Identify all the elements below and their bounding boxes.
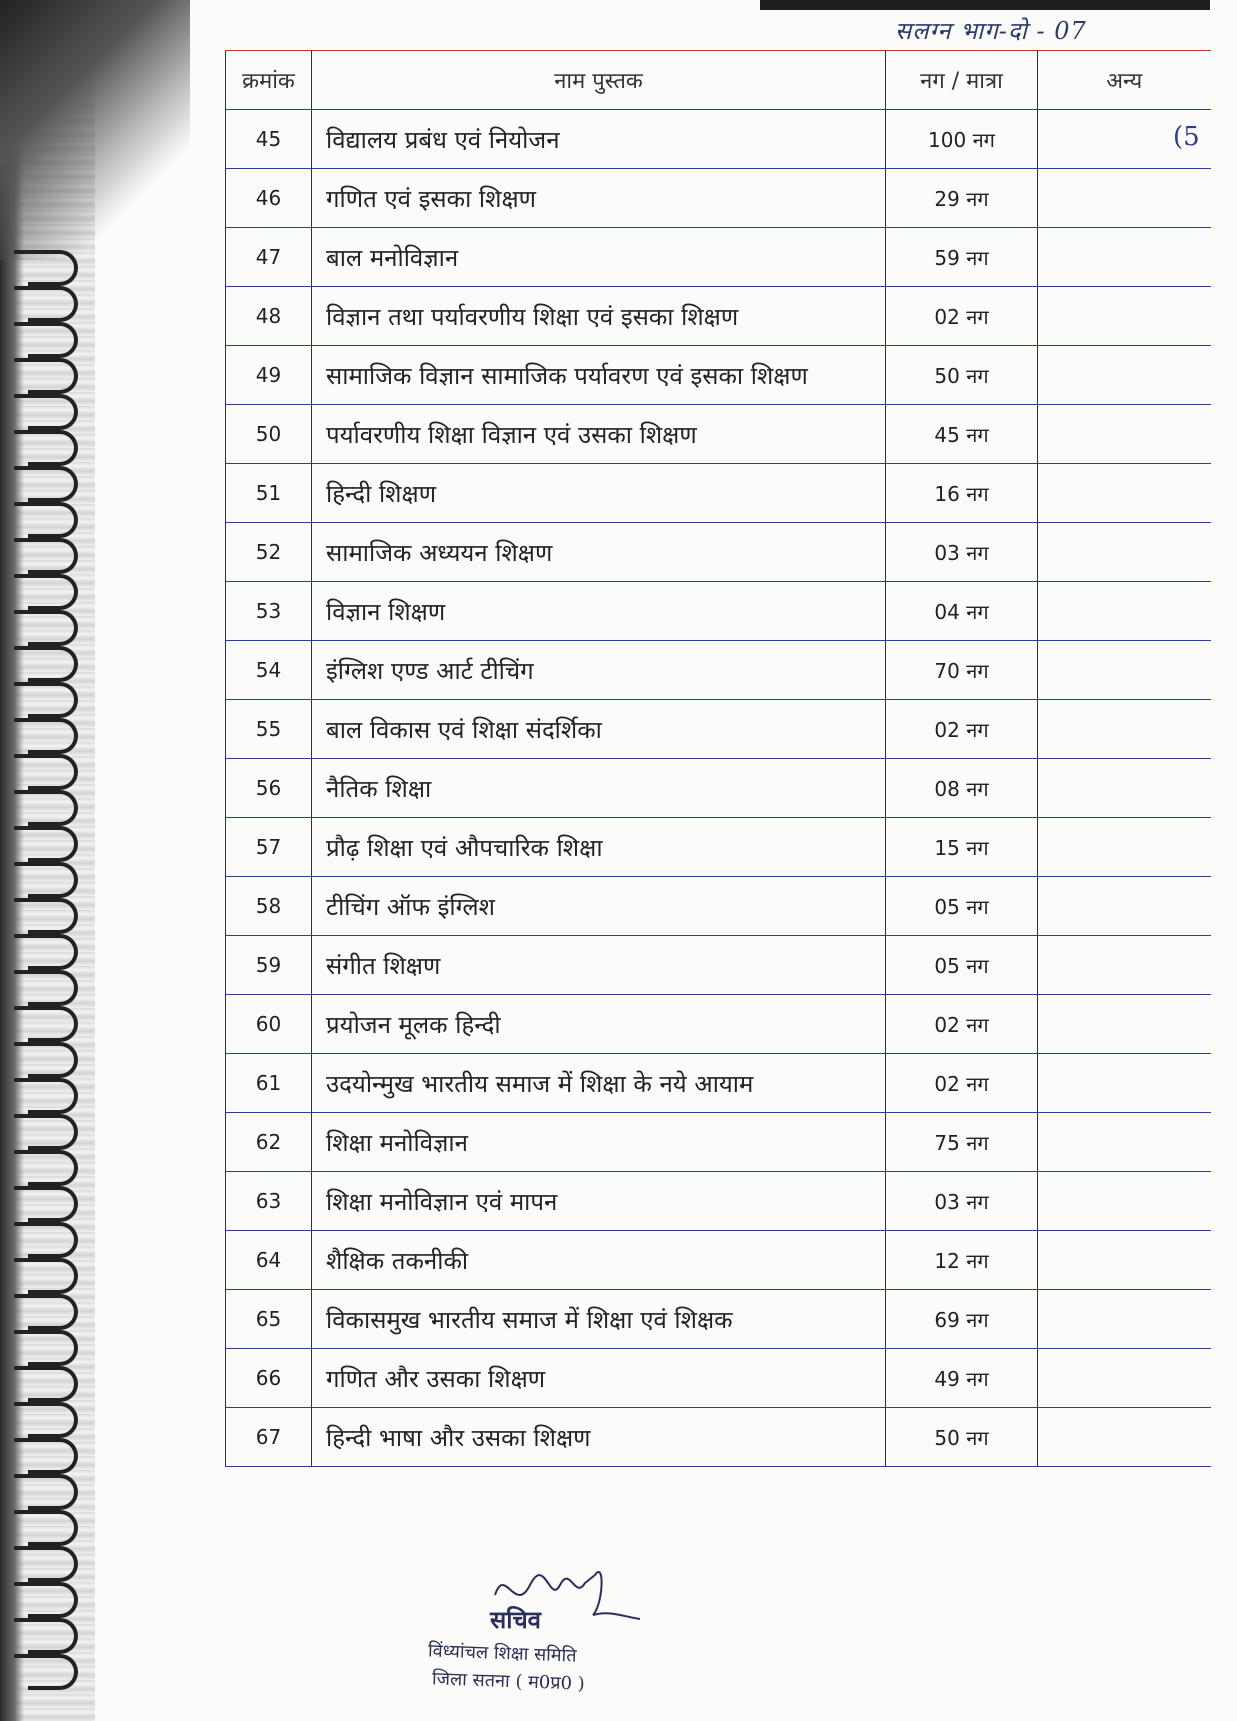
header-serial: क्रमांक — [226, 51, 312, 110]
table-row — [226, 405, 1211, 464]
signatory-address: जिला सतना ( म0प्र0 ) — [431, 1668, 586, 1695]
row-quantity: 02 नग — [886, 287, 1038, 346]
row-other — [1038, 818, 1211, 877]
spiral-coil — [28, 1150, 78, 1186]
spiral-coil — [28, 718, 78, 754]
table-row — [226, 700, 1211, 759]
table-row — [226, 523, 1211, 582]
row-book-name: पर्यावरणीय शिक्षा विज्ञान एवं उसका शिक्षण — [312, 405, 886, 464]
row-serial: 57 — [226, 818, 312, 877]
row-other — [1038, 759, 1211, 818]
row-book-name: प्रयोजन मूलक हिन्दी — [312, 995, 886, 1054]
row-other — [1038, 405, 1211, 464]
row-serial: 50 — [226, 405, 312, 464]
row-other — [1038, 1349, 1211, 1408]
row-other — [1038, 995, 1211, 1054]
row-book-name: गणित एवं इसका शिक्षण — [312, 169, 886, 228]
spiral-coil — [28, 1654, 78, 1690]
header-quantity: नग / मात्रा — [886, 51, 1038, 110]
row-quantity: 03 नग — [886, 523, 1038, 582]
row-serial: 64 — [226, 1231, 312, 1290]
row-book-name: गणित और उसका शिक्षण — [312, 1349, 886, 1408]
spiral-coil — [28, 250, 78, 286]
table-row — [226, 818, 1211, 877]
spiral-coil — [28, 1474, 78, 1510]
row-serial: 51 — [226, 464, 312, 523]
corner-shadow — [0, 0, 190, 260]
page-reference: सलग्न भाग-दो - 07 — [895, 17, 1087, 45]
spiral-coil — [28, 1546, 78, 1582]
header-book-name: नाम पुस्तक — [312, 51, 886, 110]
table-row — [226, 1172, 1211, 1231]
row-other — [1038, 228, 1211, 287]
signature-block — [420, 1555, 680, 1715]
spiral-coil — [28, 754, 78, 790]
row-serial: 60 — [226, 995, 312, 1054]
row-quantity: 02 नग — [886, 995, 1038, 1054]
table-row — [226, 1349, 1211, 1408]
table-row — [226, 936, 1211, 995]
margin-note: (5 — [1173, 122, 1200, 152]
spiral-coil — [28, 1330, 78, 1366]
book-inventory-table — [225, 50, 1211, 1467]
table-body — [226, 110, 1211, 1467]
table-row — [226, 1054, 1211, 1113]
row-serial: 56 — [226, 759, 312, 818]
row-quantity: 12 नग — [886, 1231, 1038, 1290]
row-book-name: बाल विकास एवं शिक्षा संदर्शिका — [312, 700, 886, 759]
table-row — [226, 1231, 1211, 1290]
row-serial: 52 — [226, 523, 312, 582]
row-book-name: नैतिक शिक्षा — [312, 759, 886, 818]
spiral-coil — [28, 646, 78, 682]
row-quantity: 49 नग — [886, 1349, 1038, 1408]
spiral-coil — [28, 1078, 78, 1114]
row-book-name: टीचिंग ऑफ इंग्लिश — [312, 877, 886, 936]
table-row — [226, 287, 1211, 346]
spiral-coil — [28, 286, 78, 322]
signatory-title: सचिव — [490, 1605, 542, 1634]
row-book-name: संगीत शिक्षण — [312, 936, 886, 995]
spiral-coil — [28, 1438, 78, 1474]
row-serial: 59 — [226, 936, 312, 995]
top-edge-shadow — [760, 0, 1210, 10]
row-other — [1038, 523, 1211, 582]
row-serial: 66 — [226, 1349, 312, 1408]
spiral-coil — [28, 394, 78, 430]
row-other — [1038, 1113, 1211, 1172]
row-quantity: 02 नग — [886, 1054, 1038, 1113]
row-book-name: शिक्षा मनोविज्ञान एवं मापन — [312, 1172, 886, 1231]
spiral-coil — [28, 322, 78, 358]
row-quantity: 59 नग — [886, 228, 1038, 287]
spiral-coil — [28, 502, 78, 538]
row-book-name: सामाजिक अध्ययन शिक्षण — [312, 523, 886, 582]
spiral-coil — [28, 826, 78, 862]
spiral-coil — [28, 1366, 78, 1402]
row-book-name: इंग्लिश एण्ड आर्ट टीचिंग — [312, 641, 886, 700]
spiral-coil — [28, 610, 78, 646]
row-quantity: 75 नग — [886, 1113, 1038, 1172]
table-row — [226, 1408, 1211, 1467]
row-quantity: 50 नग — [886, 1408, 1038, 1467]
row-quantity: 04 नग — [886, 582, 1038, 641]
spiral-coil — [28, 1258, 78, 1294]
row-other — [1038, 110, 1211, 169]
spiral-coil — [28, 1510, 78, 1546]
row-quantity: 100 नग — [886, 110, 1038, 169]
table-row — [226, 995, 1211, 1054]
row-quantity: 29 नग — [886, 169, 1038, 228]
row-serial: 67 — [226, 1408, 312, 1467]
spiral-coil — [28, 1006, 78, 1042]
spiral-coil — [28, 682, 78, 718]
spiral-coil — [28, 358, 78, 394]
row-quantity: 02 नग — [886, 700, 1038, 759]
spiral-coil — [28, 1618, 78, 1654]
header-other: अन्य — [1038, 51, 1211, 110]
row-serial: 48 — [226, 287, 312, 346]
row-other — [1038, 1054, 1211, 1113]
row-serial: 62 — [226, 1113, 312, 1172]
row-book-name: प्रौढ़ शिक्षा एवं औपचारिक शिक्षा — [312, 818, 886, 877]
row-other — [1038, 1172, 1211, 1231]
table-row — [226, 1113, 1211, 1172]
row-quantity: 45 नग — [886, 405, 1038, 464]
row-book-name: विद्यालय प्रबंध एवं नियोजन — [312, 110, 886, 169]
row-other — [1038, 1290, 1211, 1349]
row-book-name: उदयोन्मुख भारतीय समाज में शिक्षा के नये आयाम — [312, 1054, 886, 1113]
spiral-coil — [28, 430, 78, 466]
spiral-coil — [28, 1186, 78, 1222]
row-quantity: 70 नग — [886, 641, 1038, 700]
row-serial: 55 — [226, 700, 312, 759]
row-book-name: शिक्षा मनोविज्ञान — [312, 1113, 886, 1172]
row-serial: 61 — [226, 1054, 312, 1113]
row-book-name: हिन्दी शिक्षण — [312, 464, 886, 523]
spiral-coil — [28, 574, 78, 610]
spiral-coil — [28, 862, 78, 898]
table-header-row — [226, 51, 1211, 110]
spiral-coil — [28, 1222, 78, 1258]
table-row — [226, 759, 1211, 818]
row-quantity: 05 नग — [886, 936, 1038, 995]
row-quantity: 03 नग — [886, 1172, 1038, 1231]
row-other — [1038, 1408, 1211, 1467]
row-other — [1038, 582, 1211, 641]
row-other — [1038, 464, 1211, 523]
spiral-coil — [28, 538, 78, 574]
spiral-coil — [28, 970, 78, 1006]
row-serial: 49 — [226, 346, 312, 405]
row-serial: 45 — [226, 110, 312, 169]
table-row — [226, 110, 1211, 169]
row-quantity: 15 नग — [886, 818, 1038, 877]
spiral-coil — [28, 466, 78, 502]
row-serial: 58 — [226, 877, 312, 936]
row-serial: 47 — [226, 228, 312, 287]
row-quantity: 05 नग — [886, 877, 1038, 936]
row-quantity: 16 नग — [886, 464, 1038, 523]
row-other — [1038, 641, 1211, 700]
table-row — [226, 1290, 1211, 1349]
spiral-coil — [28, 1582, 78, 1618]
row-book-name: सामाजिक विज्ञान सामाजिक पर्यावरण एवं इसका शिक्षण — [312, 346, 886, 405]
row-other — [1038, 936, 1211, 995]
row-book-name: बाल मनोविज्ञान — [312, 228, 886, 287]
row-other — [1038, 169, 1211, 228]
row-other — [1038, 1231, 1211, 1290]
table-row — [226, 228, 1211, 287]
spiral-coil — [28, 934, 78, 970]
spiral-coil — [28, 1042, 78, 1078]
table-row — [226, 464, 1211, 523]
spiral-coil — [28, 1114, 78, 1150]
table-row — [226, 641, 1211, 700]
row-serial: 65 — [226, 1290, 312, 1349]
row-book-name: विज्ञान शिक्षण — [312, 582, 886, 641]
row-book-name: विज्ञान तथा पर्यावरणीय शिक्षा एवं इसका शिक्षण — [312, 287, 886, 346]
signatory-organization: विंध्यांचल शिक्षा समिति — [427, 1640, 577, 1667]
table-row — [226, 582, 1211, 641]
row-other — [1038, 287, 1211, 346]
spiral-coil — [28, 1402, 78, 1438]
spiral-coil — [28, 790, 78, 826]
row-book-name: हिन्दी भाषा और उसका शिक्षण — [312, 1408, 886, 1467]
row-quantity: 50 नग — [886, 346, 1038, 405]
row-serial: 46 — [226, 169, 312, 228]
table-row — [226, 169, 1211, 228]
row-book-name: शैक्षिक तकनीकी — [312, 1231, 886, 1290]
row-book-name: विकासमुख भारतीय समाज में शिक्षा एवं शिक्षक — [312, 1290, 886, 1349]
row-other — [1038, 700, 1211, 759]
row-quantity: 08 नग — [886, 759, 1038, 818]
row-serial: 54 — [226, 641, 312, 700]
spiral-coils — [18, 250, 88, 1700]
row-serial: 53 — [226, 582, 312, 641]
row-other — [1038, 346, 1211, 405]
spiral-coil — [28, 898, 78, 934]
table-row — [226, 346, 1211, 405]
row-serial: 63 — [226, 1172, 312, 1231]
table-row — [226, 877, 1211, 936]
row-other — [1038, 877, 1211, 936]
spiral-coil — [28, 1294, 78, 1330]
row-quantity: 69 नग — [886, 1290, 1038, 1349]
